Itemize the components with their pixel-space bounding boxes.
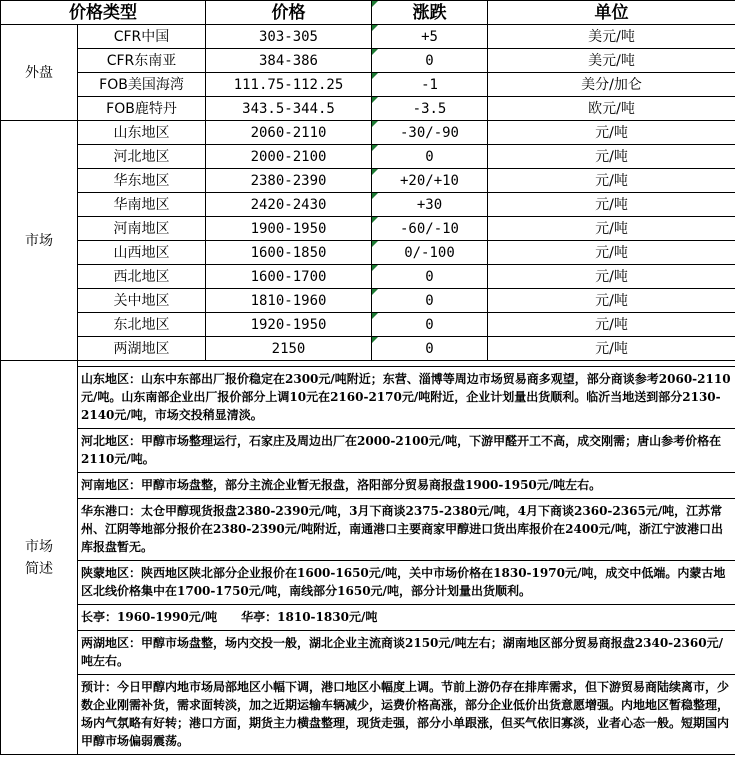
- unit-value: 欧元/吨: [488, 97, 735, 121]
- unit-value: 元/吨: [488, 265, 735, 289]
- price-value: 2150: [206, 337, 372, 361]
- change-value: -30/-90: [372, 121, 488, 145]
- unit-value: 美元/吨: [488, 25, 735, 49]
- region-name: 关中地区: [78, 289, 206, 313]
- section-summary: [1, 361, 78, 755]
- table-row: [1, 169, 735, 193]
- summary-paragraph: 山东地区：山东中东部出厂报价稳定在2300元/吨附近；东营、淄博等周边市场贸易商多观望，部分商谈参考2060-2110元/吨。山东南部企业出厂报价部分上调10元在2160-2170元/吨附近，企业计划量出货顺利。临沂当地送到部分2130-2140元/吨，市场交投稍显清淡。: [78, 367, 735, 429]
- region-name: CFR东南亚: [78, 49, 206, 73]
- unit-value: 元/吨: [488, 313, 735, 337]
- change-value: -3.5: [372, 97, 488, 121]
- region-name: 华南地区: [78, 193, 206, 217]
- summary-paragraph: 华东港口：太仓甲醇现货报盘2380-2390元/吨，3月下商谈2375-2380元/吨，4月下商谈2360-2365元/吨，江苏常州、江阴等地部分报价在2380-2390元/吨附近，南通港口主要商家甲醇进口货出库报价在2400元/吨，浙江宁波港口出库报盘暂无。: [78, 499, 735, 561]
- table-row: [1, 49, 735, 73]
- unit-value: 元/吨: [488, 217, 735, 241]
- summary-paragraph: 预计：今日甲醇内地市场局部地区小幅下调，港口地区小幅度上调。节前上游仍存在排库需求，但下游贸易商陆续离市，少数企业刚需补货，需求面转淡，加之近期运输车辆减少，运费价格高涨，部分企业低价出货意愿增强。内地地区暂稳整理，场内气氛略有好转；港口方面，期货主力横盘整理，现货走强，部分小单跟涨，但买气依旧寡淡，业者心态一般。短期国内甲醇市场偏弱震荡。: [81, 680, 730, 748]
- change-value: 0/-100: [372, 241, 488, 265]
- summary-paragraph: 两湖地区：甲醇市场盘整，场内交投一般，湖北企业主流商谈2150元/吨左右；湖南地区部分贸易商报盘2340-2360元/吨左右。: [78, 631, 735, 675]
- price-value: 1920-1950: [206, 313, 372, 337]
- unit-value: 元/吨: [488, 241, 735, 265]
- region-name: 两湖地区: [78, 337, 206, 361]
- section-market: 市场: [1, 121, 78, 361]
- region-name: FOB鹿特丹: [78, 97, 206, 121]
- change-value: +20/+10: [372, 169, 488, 193]
- unit-value: 元/吨: [488, 289, 735, 313]
- summary-paragraph: 河南地区：甲醇市场盘整，部分主流企业暂无报盘，洛阳部分贸易商报盘1900-1950元/吨左右。: [78, 473, 735, 499]
- table-row: [1, 241, 735, 265]
- region-name: 华东地区: [78, 169, 206, 193]
- table-row: [1, 73, 735, 97]
- unit-value: 元/吨: [488, 337, 735, 361]
- header-type: 价格类型: [1, 1, 206, 25]
- header-price: 价格: [206, 1, 372, 25]
- table-row: [1, 265, 735, 289]
- price-value: 1600-1850: [206, 241, 372, 265]
- table-row: [1, 25, 735, 49]
- price-value: 2060-2110: [206, 121, 372, 145]
- section-foreign: 外盘: [1, 25, 78, 121]
- region-name: 山东地区: [78, 121, 206, 145]
- price-value: 303-305: [206, 25, 372, 49]
- unit-value: 元/吨: [488, 145, 735, 169]
- region-name: 山西地区: [78, 241, 206, 265]
- unit-value: 美分/加仑: [488, 73, 735, 97]
- header-row: [1, 1, 735, 25]
- unit-value: 美元/吨: [488, 49, 735, 73]
- region-name: 河北地区: [78, 145, 206, 169]
- summary-paragraph: 长亭：1960-1990元/吨 华亭：1810-1830元/吨: [78, 605, 735, 631]
- region-name: CFR中国: [78, 25, 206, 49]
- table-row: [1, 145, 735, 169]
- header-change: 涨跌: [372, 1, 488, 25]
- change-value: 0: [372, 265, 488, 289]
- price-value: 343.5-344.5: [206, 97, 372, 121]
- section-summary-label: 市场简述: [25, 538, 53, 577]
- summary-content: [78, 361, 735, 755]
- table-row: [1, 193, 735, 217]
- price-value: 1600-1700: [206, 265, 372, 289]
- region-name: 河南地区: [78, 217, 206, 241]
- change-value: 0: [372, 145, 488, 169]
- price-value: 1810-1960: [206, 289, 372, 313]
- change-value: 0: [372, 337, 488, 361]
- change-value: 0: [372, 49, 488, 73]
- price-value: 1900-1950: [206, 217, 372, 241]
- region-name: FOB美国海湾: [78, 73, 206, 97]
- table-row: [1, 217, 735, 241]
- region-name: 东北地区: [78, 313, 206, 337]
- change-value: +30: [372, 193, 488, 217]
- summary-paragraph: 河北地区：甲醇市场整理运行，石家庄及周边出厂在2000-2100元/吨，下游甲醛开工不高，成交刚需；唐山参考价格在2110元/吨。: [78, 429, 735, 473]
- table-row: [1, 289, 735, 313]
- header-unit: 单位: [488, 1, 735, 25]
- change-value: +5: [372, 25, 488, 49]
- unit-value: 元/吨: [488, 169, 735, 193]
- unit-value: 元/吨: [488, 121, 735, 145]
- summary-row: [1, 361, 735, 755]
- table-row: [1, 337, 735, 361]
- price-value: 2000-2100: [206, 145, 372, 169]
- region-name: 西北地区: [78, 265, 206, 289]
- table-row: [1, 313, 735, 337]
- summary-paragraph: 陕蒙地区：陕西地区陕北部分企业报价在1600-1650元/吨，关中市场价格在1830-1970元/吨，成交中低端。内蒙古地区北线价格集中在1700-1750元/吨，南线部分1650元/吨，部分计划量出货顺利。: [78, 561, 735, 605]
- unit-value: 元/吨: [488, 193, 735, 217]
- change-value: -1: [372, 73, 488, 97]
- price-value: 2380-2390: [206, 169, 372, 193]
- table-row: [1, 97, 735, 121]
- price-value: 2420-2430: [206, 193, 372, 217]
- change-value: -60/-10: [372, 217, 488, 241]
- price-value: 111.75-112.25: [206, 73, 372, 97]
- table-row: [1, 121, 735, 145]
- change-value: 0: [372, 313, 488, 337]
- change-value: 0: [372, 289, 488, 313]
- price-value: 384-386: [206, 49, 372, 73]
